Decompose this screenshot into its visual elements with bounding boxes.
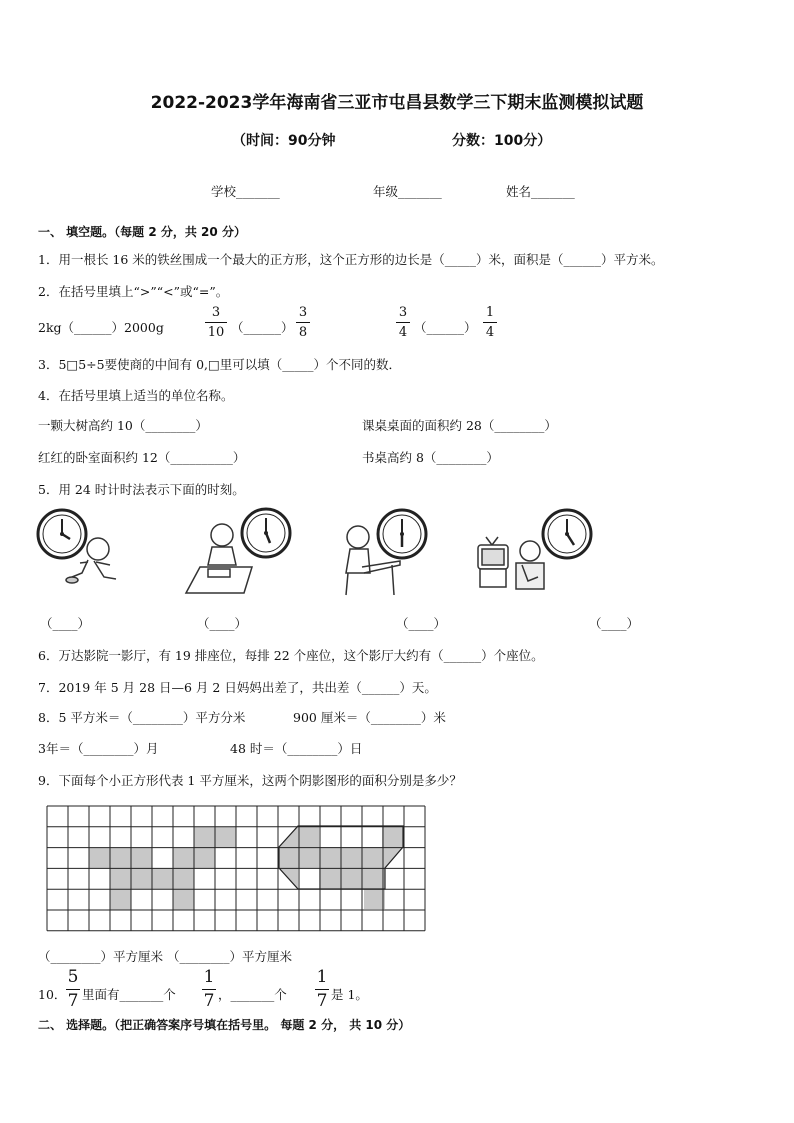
exam-time: （时间：90分钟: [232, 133, 336, 149]
school-field: 学校_______: [211, 184, 280, 199]
name-field: 姓名_______: [506, 184, 575, 199]
area-grid: [46, 805, 428, 933]
question-3: 3．5□5÷5要使商的中间有 0,□里可以填（_____）个不同的数．: [38, 357, 402, 372]
clock-icon: [378, 510, 426, 558]
q5-blank-1: （____）: [40, 616, 91, 631]
child-on-sofa-icon: [516, 541, 544, 589]
shaded-cell: [89, 848, 110, 869]
q2-blank-3: （______）: [414, 320, 477, 335]
q5-blank-4: （____）: [589, 616, 640, 631]
q10-fraction-b: 1 7: [203, 967, 215, 1011]
q8-item-c: 3年＝（________）月: [38, 741, 159, 756]
q5-blank-3: （____）: [396, 616, 447, 631]
scene-4-clock-tv-watching: [472, 505, 597, 597]
scene-2-clock-desk-study: [182, 505, 294, 595]
question-5: 5．用 24 时计时法表示下面的时刻。: [38, 482, 245, 497]
clock-icon: [38, 510, 86, 558]
grade-field: 年级_______: [373, 184, 442, 199]
q5-blank-2: （____）: [197, 616, 248, 631]
q10-prefix: 10．: [38, 987, 67, 1002]
q2-fraction-3: 3 4: [396, 306, 410, 339]
q2-fraction-1: 3 10: [205, 306, 227, 339]
q2-fraction-4: 1 4: [483, 306, 497, 339]
question-6: 6．万达影院一影厅，有 19 排座位，每排 22 个座位，这个影厅大约有（______）个座位。: [38, 648, 544, 663]
shaded-cell: [110, 848, 131, 869]
q9-answer: （________）平方厘米 （________）平方厘米: [38, 949, 292, 964]
q2-fraction-2: 3 8: [296, 306, 310, 339]
q10-middle-1: 里面有_______个: [82, 987, 176, 1002]
q10-fraction-a: 5 7: [67, 967, 79, 1011]
q8-item-b: 900 厘米＝（________）米: [293, 710, 446, 725]
clock-icon: [242, 509, 290, 557]
shaded-cell: [173, 889, 194, 910]
question-9: 9．下面每个小正方形代表 1 平方厘米，这两个阴影图形的面积分别是多少？: [38, 773, 462, 788]
page-title: 2022-2023学年海南省三亚市屯昌县数学三下期末监测模拟试题: [150, 93, 644, 113]
shaded-cell: [173, 848, 194, 869]
shaded-cell: [131, 848, 152, 869]
shaded-cell: [131, 868, 152, 889]
scene-1-clock-running-boy: [36, 505, 126, 595]
q8-item-a: 8．5 平方米＝（________）平方分米: [38, 710, 246, 725]
q10-fraction-c: 1 7: [316, 967, 328, 1011]
shaded-cell: [110, 868, 131, 889]
q8-item-d: 48 时＝（________）日: [230, 741, 363, 756]
q2-item-1: 2kg（______）2000g: [38, 320, 164, 335]
q10-middle-2: ，_______个: [218, 987, 287, 1002]
scene-3-clock-writing-boy: [338, 505, 438, 600]
question-1: 1．用一根长 16 米的铁丝围成一个最大的正方形，这个正方形的边长是（_____）米，面积是（______）平方米。: [38, 252, 664, 267]
shaded-cell: [194, 827, 215, 848]
television-icon: [478, 537, 508, 587]
q4-item-a: 一颗大树高约 10（________）: [38, 418, 208, 433]
question-2: 2．在括号里填上“>”“<”或“=”。: [38, 284, 229, 299]
section-2-heading: 二、 选择题。（把正确答案序号填在括号里。 每题 2 分， 共 10 分）: [38, 1018, 411, 1032]
question-4: 4．在括号里填上适当的单位名称。: [38, 388, 234, 403]
grid-lines: [47, 806, 425, 931]
clock-icon: [543, 510, 591, 558]
q2-blank-2: （______）: [231, 320, 294, 335]
exam-score: 分数：100分）: [452, 133, 552, 149]
question-7: 7．2019 年 5 月 28 日—6 月 2 日妈妈出差了，共出差（______）天。: [38, 680, 437, 695]
shaded-cell: [194, 848, 215, 869]
shaded-cell: [173, 868, 194, 889]
q4-item-d: 书桌高约 8（________）: [362, 450, 499, 465]
q10-end: 是 1。: [331, 987, 368, 1002]
shaded-cell: [215, 827, 236, 848]
shaded-cell: [110, 889, 131, 910]
shaded-cell: [152, 868, 173, 889]
q4-item-b: 课桌桌面的面积约 28（________）: [362, 418, 557, 433]
q4-item-c: 红红的卧室面积约 12（__________）: [38, 450, 246, 465]
section-1-heading: 一、 填空题。（每题 2 分，共 20 分）: [38, 225, 246, 239]
